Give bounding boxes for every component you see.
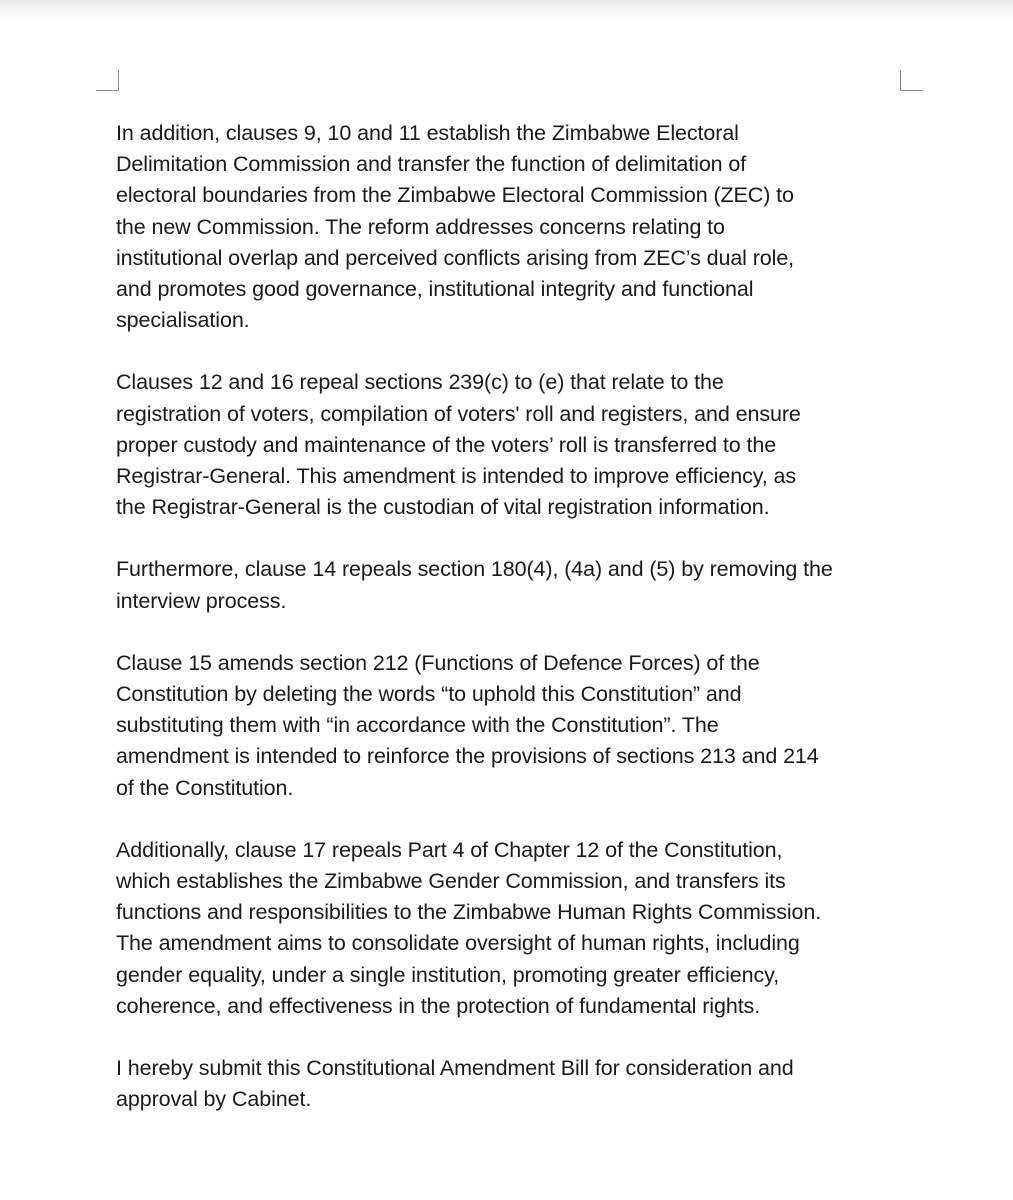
top-left-margin-marker [96,70,119,91]
body-paragraph [116,648,906,804]
body-paragraph [116,367,906,523]
body-paragraph [116,835,906,1022]
document-body [116,118,906,1146]
text-line: substituting them with “in accordance with the Constitution”. The [116,713,719,738]
text-line: of the Constitution. [116,775,294,800]
text-line: In addition, clauses 9, 10 and 11 establish the Zimbabwe Electoral [116,121,739,145]
text-line: I hereby submit this Constitutional Amendment Bill for consideration and [116,1056,794,1081]
body-paragraph [116,1053,906,1115]
text-line: Constitution by deleting the words “to uphold this Constitution” and [116,682,742,707]
text-line: which establishes the Zimbabwe Gender Commission, and transfers its [116,869,786,894]
text-line: approval by Cabinet. [116,1087,312,1112]
body-paragraph [116,554,906,616]
text-line: the Registrar-General is the custodian of vital registration information. [116,495,770,520]
text-line: Clause 15 amends section 212 (Functions of Defence Forces) of the [116,650,760,675]
text-line: electoral boundaries from the Zimbabwe Electoral Commission (ZEC) to [116,183,794,208]
text-line: and promotes good governance, institutional integrity and functional [116,277,754,302]
text-line: amendment is intended to reinforce the provisions of sections 213 and 214 [116,744,819,769]
text-line: proper custody and maintenance of the voters’ roll is transferred to the [116,432,777,457]
text-line: gender equality, under a single institution, promoting greater efficiency, [116,962,780,987]
text-line: the new Commission. The reform addresses concerns relating to [116,214,725,239]
text-line: Registrar-General. This amendment is intended to improve efficiency, as [116,464,797,489]
text-line: The amendment aims to consolidate oversight of human rights, including [116,931,800,956]
text-line: Delimitation Commission and transfer the function of delimitation of [116,152,747,177]
body-paragraph [116,118,906,336]
page-top-shadow [0,0,1013,22]
text-line: registration of voters, compilation of voters' roll and registers, and ensure [116,401,801,426]
text-line: Clauses 12 and 16 repeal sections 239(c) to (e) that relate to the [116,370,724,395]
text-line: interview process. [116,588,287,613]
text-line: Additionally, clause 17 repeals Part 4 of Chapter 12 of the Constitution, [116,837,783,862]
text-line: coherence, and effectiveness in the protection of fundamental rights. [116,993,761,1018]
top-right-margin-marker [900,70,923,91]
text-line: institutional overlap and perceived conflicts arising from ZEC’s dual role, [116,245,795,270]
text-line: specialisation. [116,308,250,333]
text-line: Furthermore, clause 14 repeals section 180(4), (4a) and (5) by removing the [116,557,833,582]
text-line: functions and responsibilities to the Zimbabwe Human Rights Commission. [116,900,822,925]
